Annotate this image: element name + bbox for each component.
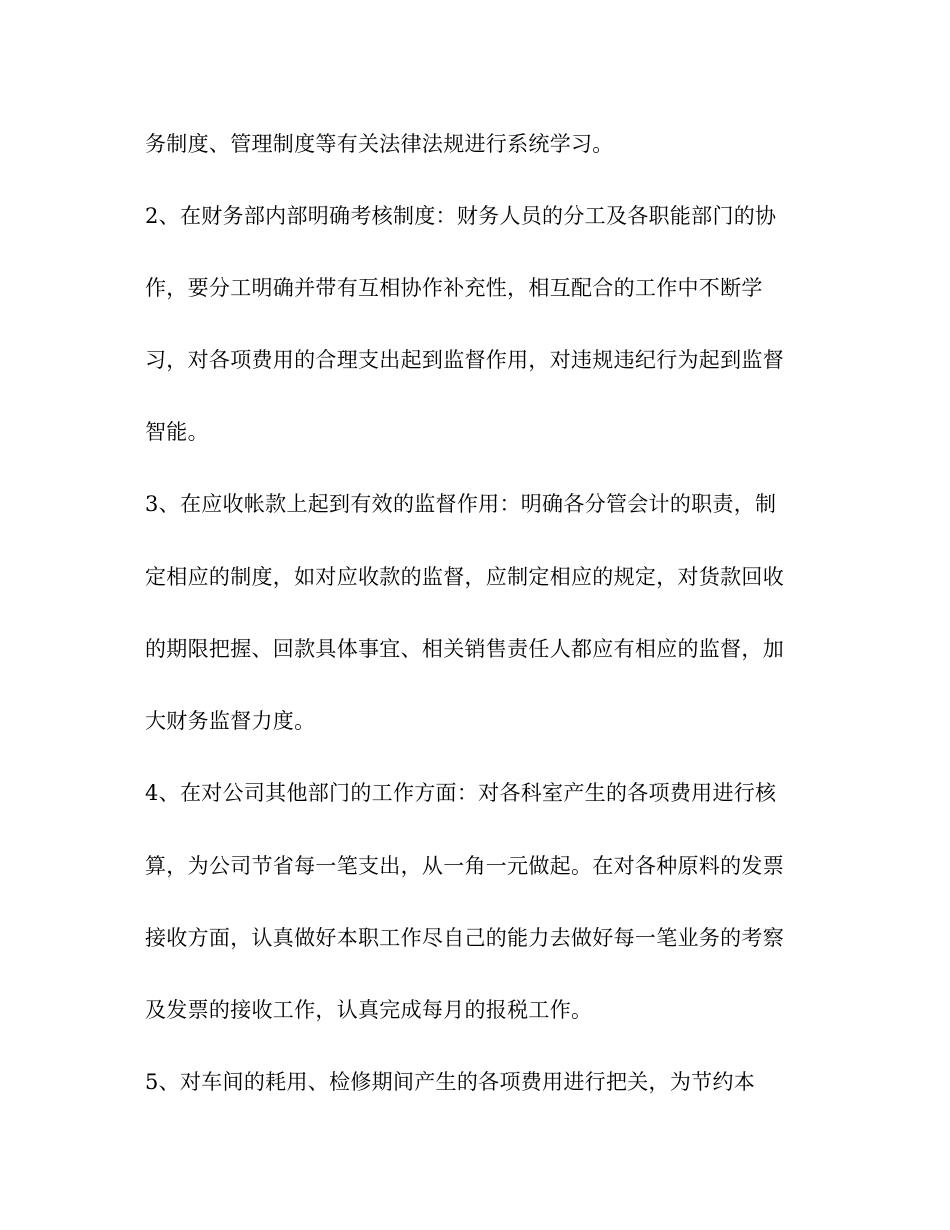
text-line: 作，要分工明确并带有互相协作补充性，相互配合的工作中不断学 bbox=[145, 276, 763, 300]
text-line: 5、对车间的耗用、检修期间产生的各项费用进行把关，为节约本 bbox=[145, 1070, 756, 1094]
text-line: 接收方面，认真做好本职工作尽自己的能力去做好每一笔业务的考察 bbox=[145, 926, 784, 950]
text-line: 大财务监督力度。 bbox=[145, 709, 316, 733]
text-line: 2、在财务部内部明确考核制度：财务人员的分工及各职能部门的协 bbox=[145, 204, 777, 228]
text-line: 习，对各项费用的合理支出起到监督作用，对违规违纪行为起到监督 bbox=[145, 348, 784, 372]
text-line: 及发票的接收工作，认真完成每月的报税工作。 bbox=[145, 998, 593, 1022]
text-line: 定相应的制度，如对应收款的监督，应制定相应的规定，对货款回收 bbox=[145, 565, 784, 589]
text-line: 3、在应收帐款上起到有效的监督作用：明确各分管会计的职责，制 bbox=[145, 492, 777, 516]
text-line: 智能。 bbox=[145, 420, 209, 444]
text-line: 务制度、管理制度等有关法律法规进行系统学习。 bbox=[145, 132, 614, 156]
text-line: 的期限把握、回款具体事宜、相关销售责任人都应有相应的监督，加 bbox=[145, 637, 784, 661]
text-line: 算，为公司节省每一笔支出，从一角一元做起。在对各种原料的发票 bbox=[145, 854, 784, 878]
text-line: 4、在对公司其他部门的工作方面：对各科室产生的各项费用进行核 bbox=[145, 781, 777, 805]
